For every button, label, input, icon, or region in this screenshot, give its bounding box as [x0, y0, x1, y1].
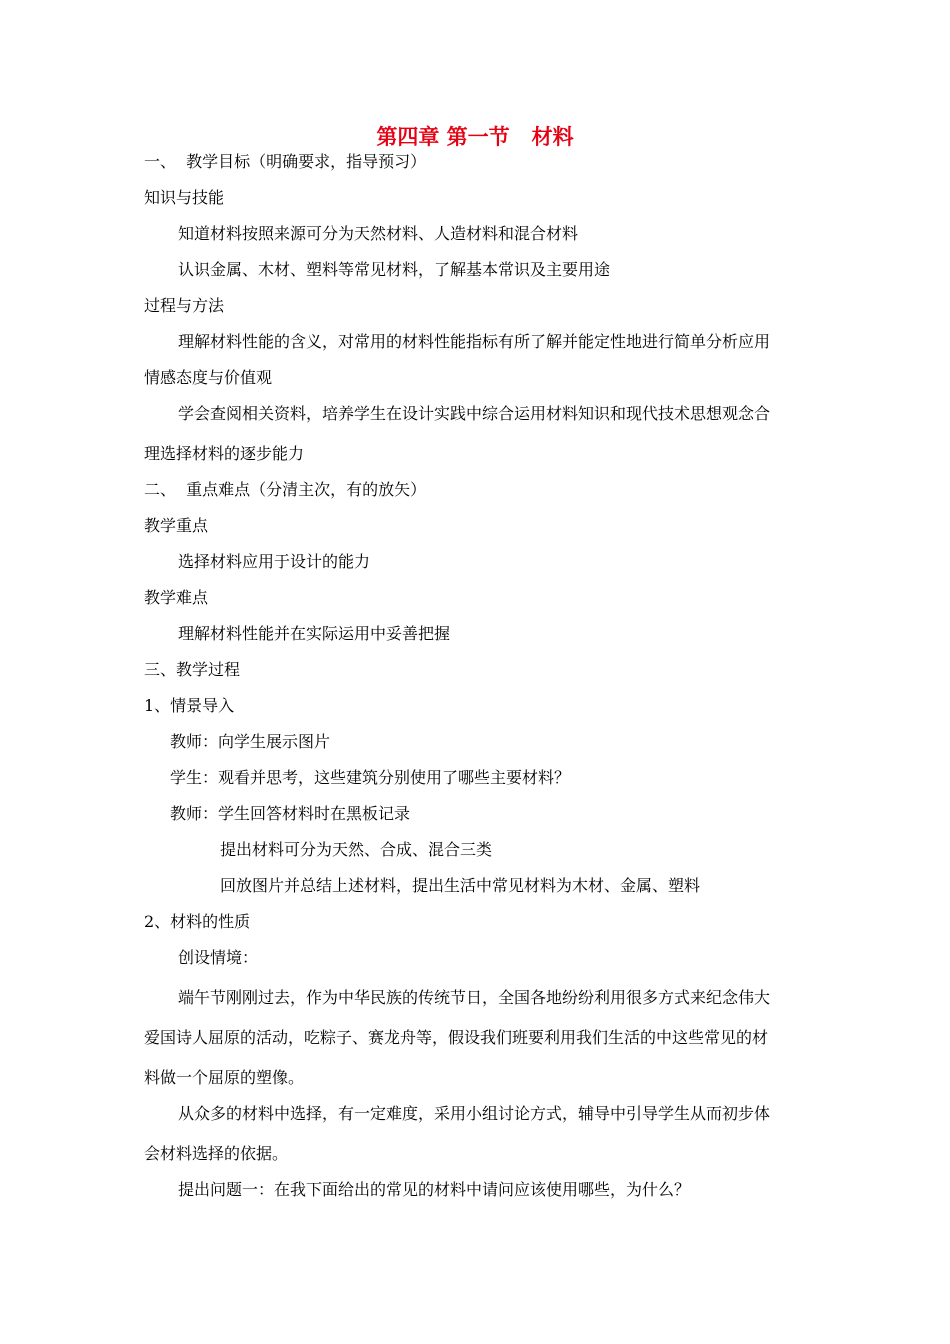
paragraph-line: 爱国诗人屈原的活动，吃粽子、赛龙舟等，假设我们班要利用我们生活的中这些常见的材 — [144, 1028, 769, 1047]
paragraph-line: 知道材料按照来源可分为天然材料、人造材料和混合材料 — [178, 224, 579, 243]
paragraph-line: 提出问题一：在我下面给出的常见的材料中请问应该使用哪些，为什么？ — [178, 1180, 691, 1199]
paragraph-line: 理选择材料的逐步能力 — [144, 444, 305, 463]
paragraph-line: 提出材料可分为天然、合成、混合三类 — [220, 840, 493, 859]
paragraph-line: 回放图片并总结上述材料，提出生活中常见材料为木材、金属、塑料 — [220, 876, 701, 895]
paragraph-line: 学会查阅相关资料，培养学生在设计实践中综合运用材料知识和现代技术思想观念合 — [178, 404, 771, 423]
paragraph-line: 料做一个屈原的塑像。 — [144, 1068, 305, 1087]
paragraph-line: 教师：学生回答材料时在黑板记录 — [170, 804, 411, 823]
subheading-scenario-intro: 1、情景导入 — [144, 696, 235, 715]
document-title: 第四章 第一节 材料 — [376, 124, 574, 149]
paragraph-line: 教师：向学生展示图片 — [170, 732, 331, 751]
section-heading-objectives: 一、 教学目标（明确要求，指导预习） — [144, 152, 427, 171]
subheading-process-method: 过程与方法 — [144, 296, 225, 315]
paragraph-line: 会材料选择的依据。 — [144, 1144, 289, 1163]
paragraph-line: 从众多的材料中选择，有一定难度，采用小组讨论方式，辅导中引导学生从而初步体 — [178, 1104, 771, 1123]
section-heading-process: 三、教学过程 — [144, 660, 241, 679]
subheading-teaching-difficulty: 教学难点 — [144, 588, 209, 607]
paragraph-line: 认识金属、木材、塑料等常见材料，了解基本常识及主要用途 — [178, 260, 611, 279]
paragraph-line: 选择材料应用于设计的能力 — [178, 552, 371, 571]
paragraph-line: 端午节刚刚过去，作为中华民族的传统节日，全国各地纷纷利用很多方式来纪念伟大 — [178, 988, 771, 1007]
subheading-attitude-values: 情感态度与价值观 — [144, 368, 273, 387]
paragraph-line: 理解材料性能的含义，对常用的材料性能指标有所了解并能定性地进行简单分析应用 — [178, 332, 771, 351]
subheading-material-properties: 2、材料的性质 — [144, 912, 251, 931]
subheading-teaching-focus: 教学重点 — [144, 516, 209, 535]
paragraph-line: 学生：观看并思考，这些建筑分别使用了哪些主要材料？ — [170, 768, 571, 787]
paragraph-line: 理解材料性能并在实际运用中妥善把握 — [178, 624, 451, 643]
subheading-knowledge-skills: 知识与技能 — [144, 188, 225, 207]
paragraph-line: 创设情境： — [178, 948, 259, 967]
section-heading-key-points: 二、 重点难点（分清主次，有的放矢） — [144, 480, 427, 499]
